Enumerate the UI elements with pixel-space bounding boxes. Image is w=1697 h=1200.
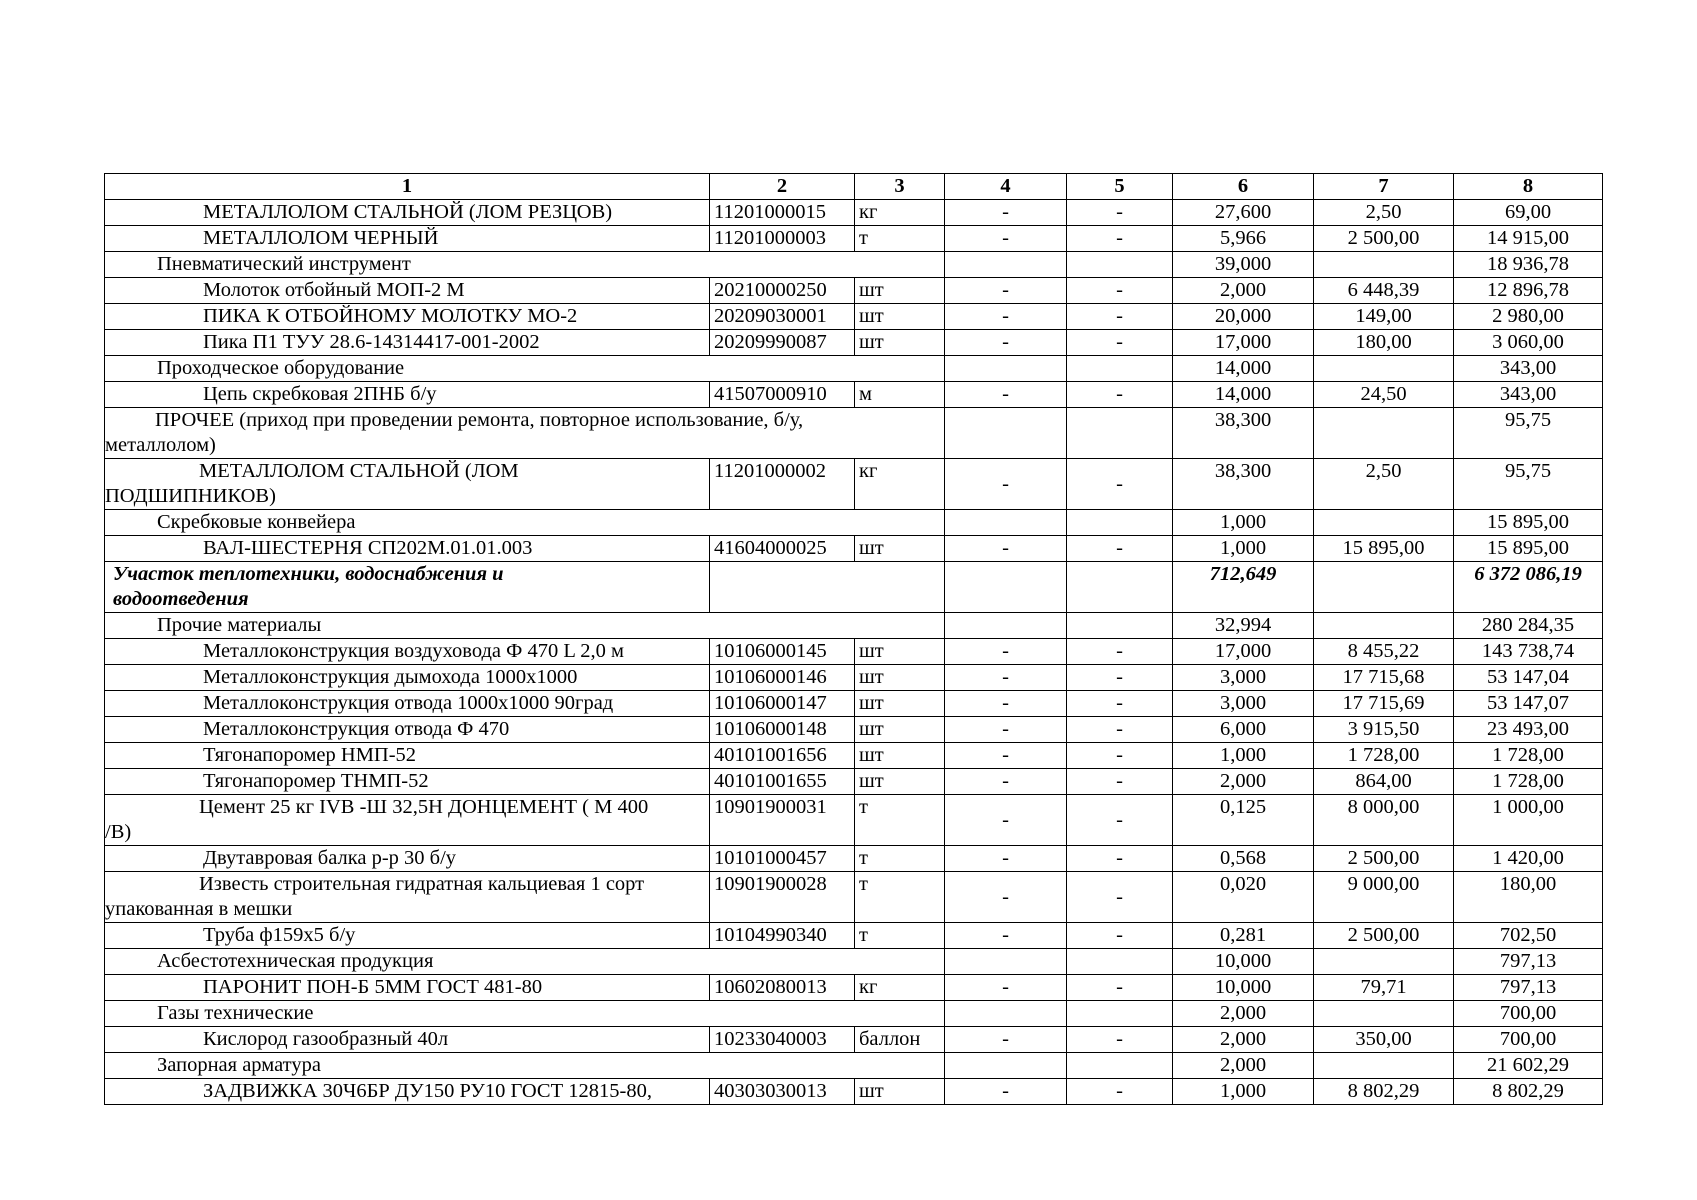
sum-cell: 21 602,29 — [1454, 1053, 1603, 1079]
qty-cell: 6,000 — [1173, 717, 1314, 743]
col4-cell: - — [945, 226, 1067, 252]
col4-cell: - — [945, 536, 1067, 562]
item-code-cell: 10106000147 — [710, 691, 855, 717]
table-row-item — [105, 743, 1603, 769]
table-row-item — [105, 1027, 1603, 1053]
empty-cell — [1067, 562, 1173, 613]
table-row-item — [105, 923, 1603, 949]
price-cell: 79,71 — [1314, 975, 1454, 1001]
sum-cell: 8 802,29 — [1454, 1079, 1603, 1105]
item-name-cell — [105, 872, 710, 923]
name-line-1: Известь строительная гидратная кальциевая 1 сорт — [199, 873, 645, 895]
item-code-cell: 11201000003 — [710, 226, 855, 252]
table-row-item — [105, 872, 1603, 923]
price-cell: 350,00 — [1314, 1027, 1454, 1053]
name-line-2: /В) — [105, 821, 132, 843]
item-unit-cell: шт — [855, 639, 945, 665]
qty-cell: 0,125 — [1173, 795, 1314, 846]
sum-cell: 700,00 — [1454, 1027, 1603, 1053]
sum-cell: 2 980,00 — [1454, 304, 1603, 330]
sum-cell: 1 000,00 — [1454, 795, 1603, 846]
item-name-cell: Двутавровая балка р-р 30 б/у — [105, 846, 710, 872]
qty-cell: 17,000 — [1173, 330, 1314, 356]
item-code-cell: 20209030001 — [710, 304, 855, 330]
sum-cell: 700,00 — [1454, 1001, 1603, 1027]
table-row-section — [105, 562, 1603, 613]
col5-cell: - — [1067, 278, 1173, 304]
item-name-cell: МЕТАЛЛОЛОМ ЧЕРНЫЙ — [105, 226, 710, 252]
empty-cell — [1067, 613, 1173, 639]
item-unit-cell: шт — [855, 717, 945, 743]
table-row-item — [105, 536, 1603, 562]
header-col-3: 3 — [855, 174, 945, 200]
table-row-item — [105, 459, 1603, 510]
price-cell: 6 448,39 — [1314, 278, 1454, 304]
qty-cell: 2,000 — [1173, 1027, 1314, 1053]
item-unit-cell: шт — [855, 304, 945, 330]
item-code-cell: 10101000457 — [710, 846, 855, 872]
table-row-item — [105, 330, 1603, 356]
item-code-cell: 20209990087 — [710, 330, 855, 356]
qty-cell: 0,568 — [1173, 846, 1314, 872]
col5-cell: - — [1067, 923, 1173, 949]
col4-cell: - — [945, 717, 1067, 743]
item-name-cell: ПИКА К ОТБОЙНОМУ МОЛОТКУ МО-2 — [105, 304, 710, 330]
sum-cell: 1 420,00 — [1454, 846, 1603, 872]
price-cell: 149,00 — [1314, 304, 1454, 330]
table-row-item — [105, 846, 1603, 872]
group-name-cell: Пневматический инструмент — [105, 252, 945, 278]
col5-cell: - — [1067, 769, 1173, 795]
qty-cell: 2,000 — [1173, 278, 1314, 304]
item-code-cell: 10106000146 — [710, 665, 855, 691]
item-name-cell: Тягонапоромер ТНМП-52 — [105, 769, 710, 795]
name-line-1: МЕТАЛЛОЛОМ СТАЛЬНОЙ (ЛОМ — [199, 460, 519, 482]
header-col-8: 8 — [1454, 174, 1603, 200]
sum-cell: 343,00 — [1454, 356, 1603, 382]
item-name-cell: Тягонапоромер НМП-52 — [105, 743, 710, 769]
sum-cell: 1 728,00 — [1454, 743, 1603, 769]
sum-cell: 18 936,78 — [1454, 252, 1603, 278]
group-name-cell — [105, 408, 945, 459]
header-col-2: 2 — [710, 174, 855, 200]
price-cell: 9 000,00 — [1314, 872, 1454, 923]
qty-cell: 2,000 — [1173, 1001, 1314, 1027]
item-name-cell: ПАРОНИТ ПОН-Б 5ММ ГОСТ 481-80 — [105, 975, 710, 1001]
item-unit-cell: м — [855, 382, 945, 408]
col4-cell: - — [945, 743, 1067, 769]
item-code-cell: 41604000025 — [710, 536, 855, 562]
table-row-item — [105, 226, 1603, 252]
item-code-cell: 10104990340 — [710, 923, 855, 949]
item-name-cell — [105, 795, 710, 846]
name-line-2: упакованная в мешки — [105, 898, 293, 920]
sum-cell: 95,75 — [1454, 459, 1603, 510]
empty-cell — [1314, 949, 1454, 975]
qty-cell: 3,000 — [1173, 665, 1314, 691]
item-name-cell: Металлоконструкция отвода Ф 470 — [105, 717, 710, 743]
col4-cell: - — [945, 200, 1067, 226]
sum-cell: 1 728,00 — [1454, 769, 1603, 795]
item-code-cell: 40303030013 — [710, 1079, 855, 1105]
sum-cell: 280 284,35 — [1454, 613, 1603, 639]
table-row-item — [105, 382, 1603, 408]
item-code-cell: 11201000015 — [710, 200, 855, 226]
table-row-item — [105, 795, 1603, 846]
empty-cell — [945, 1001, 1067, 1027]
price-cell: 2 500,00 — [1314, 226, 1454, 252]
header-col-4: 4 — [945, 174, 1067, 200]
qty-cell: 17,000 — [1173, 639, 1314, 665]
col5-cell: - — [1067, 872, 1173, 923]
price-cell: 15 895,00 — [1314, 536, 1454, 562]
col5-cell: - — [1067, 226, 1173, 252]
item-name-cell: Цепь скребковая 2ПНБ б/у — [105, 382, 710, 408]
empty-cell — [945, 949, 1067, 975]
qty-cell: 14,000 — [1173, 382, 1314, 408]
empty-cell — [1314, 562, 1454, 613]
empty-cell — [1314, 1053, 1454, 1079]
qty-cell: 10,000 — [1173, 975, 1314, 1001]
sum-cell: 15 895,00 — [1454, 536, 1603, 562]
col4-cell: - — [945, 459, 1067, 510]
table-row-item — [105, 769, 1603, 795]
item-unit-cell: кг — [855, 975, 945, 1001]
qty-cell: 2,000 — [1173, 1053, 1314, 1079]
group-name-cell: Запорная арматура — [105, 1053, 945, 1079]
qty-cell: 3,000 — [1173, 691, 1314, 717]
qty-cell: 712,649 — [1173, 562, 1314, 613]
qty-cell: 1,000 — [1173, 743, 1314, 769]
col4-cell: - — [945, 872, 1067, 923]
item-name-cell: Металлоконструкция дымохода 1000х1000 — [105, 665, 710, 691]
sum-cell: 797,13 — [1454, 949, 1603, 975]
name-line-1: Цемент 25 кг IVB -Ш 32,5Н ДОНЦЕМЕНТ ( М 400 — [199, 796, 649, 818]
item-unit-cell: шт — [855, 743, 945, 769]
col4-cell: - — [945, 330, 1067, 356]
col4-cell: - — [945, 691, 1067, 717]
sum-cell: 95,75 — [1454, 408, 1603, 459]
empty-cell — [945, 1053, 1067, 1079]
empty-cell — [1067, 949, 1173, 975]
col5-cell: - — [1067, 304, 1173, 330]
item-unit-cell: т — [855, 226, 945, 252]
col4-cell: - — [945, 278, 1067, 304]
item-name-cell: МЕТАЛЛОЛОМ СТАЛЬНОЙ (ЛОМ РЕЗЦОВ) — [105, 200, 710, 226]
table-header-row — [105, 174, 1603, 200]
price-cell: 17 715,68 — [1314, 665, 1454, 691]
col4-cell: - — [945, 846, 1067, 872]
qty-cell: 32,994 — [1173, 613, 1314, 639]
item-name-cell: ВАЛ-ШЕСТЕРНЯ СП202М.01.01.003 — [105, 536, 710, 562]
item-unit-cell: шт — [855, 769, 945, 795]
item-code-cell: 40101001655 — [710, 769, 855, 795]
col5-cell: - — [1067, 1079, 1173, 1105]
col4-cell: - — [945, 923, 1067, 949]
price-cell: 17 715,69 — [1314, 691, 1454, 717]
table-row-item — [105, 278, 1603, 304]
table-row-group — [105, 1053, 1603, 1079]
item-code-cell: 10106000148 — [710, 717, 855, 743]
item-unit-cell: шт — [855, 1079, 945, 1105]
item-code-cell: 41507000910 — [710, 382, 855, 408]
item-code-cell: 20210000250 — [710, 278, 855, 304]
qty-cell: 38,300 — [1173, 408, 1314, 459]
item-unit-cell: шт — [855, 665, 945, 691]
empty-cell — [1314, 510, 1454, 536]
empty-cell — [1067, 408, 1173, 459]
name-line-2: ПОДШИПНИКОВ) — [105, 485, 276, 507]
item-code-cell: 10602080013 — [710, 975, 855, 1001]
item-unit-cell: т — [855, 872, 945, 923]
col5-cell: - — [1067, 382, 1173, 408]
col4-cell: - — [945, 769, 1067, 795]
qty-cell: 14,000 — [1173, 356, 1314, 382]
col4-cell: - — [945, 304, 1067, 330]
materials-table — [104, 173, 1603, 1105]
item-unit-cell: шт — [855, 536, 945, 562]
table-row-item — [105, 665, 1603, 691]
qty-cell: 1,000 — [1173, 510, 1314, 536]
sum-cell: 180,00 — [1454, 872, 1603, 923]
sum-cell: 23 493,00 — [1454, 717, 1603, 743]
qty-cell: 38,300 — [1173, 459, 1314, 510]
sum-cell: 12 896,78 — [1454, 278, 1603, 304]
empty-cell — [945, 613, 1067, 639]
qty-cell: 0,281 — [1173, 923, 1314, 949]
qty-cell: 0,020 — [1173, 872, 1314, 923]
name-line-1: Участок теплотехники, водоснабжения и — [113, 563, 504, 585]
empty-cell — [945, 356, 1067, 382]
item-name-cell: Металлоконструкция отвода 1000х1000 90град — [105, 691, 710, 717]
col5-cell: - — [1067, 639, 1173, 665]
item-name-cell: Кислород газообразный 40л — [105, 1027, 710, 1053]
item-name-cell: ЗАДВИЖКА 30Ч6БР ДУ150 РУ10 ГОСТ 12815-80, — [105, 1079, 710, 1105]
col5-cell: - — [1067, 717, 1173, 743]
empty-cell — [1314, 252, 1454, 278]
table-row-item — [105, 304, 1603, 330]
col5-cell: - — [1067, 665, 1173, 691]
table-row-group — [105, 613, 1603, 639]
item-code-cell: 10106000145 — [710, 639, 855, 665]
price-cell: 2 500,00 — [1314, 923, 1454, 949]
empty-cell — [1067, 252, 1173, 278]
name-line-2: металлолом) — [105, 434, 216, 456]
table-row-group — [105, 408, 1603, 459]
empty-cell — [1314, 1001, 1454, 1027]
empty-cell — [1067, 1001, 1173, 1027]
sum-cell: 53 147,07 — [1454, 691, 1603, 717]
group-name-cell: Скребковые конвейера — [105, 510, 945, 536]
sum-cell: 702,50 — [1454, 923, 1603, 949]
price-cell: 2,50 — [1314, 459, 1454, 510]
col5-cell: - — [1067, 1027, 1173, 1053]
col4-cell: - — [945, 795, 1067, 846]
col4-cell: - — [945, 665, 1067, 691]
col5-cell: - — [1067, 975, 1173, 1001]
item-name-cell: Пика П1 ТУУ 28.6-14314417-001-2002 — [105, 330, 710, 356]
item-code-cell: 11201000002 — [710, 459, 855, 510]
sum-cell: 797,13 — [1454, 975, 1603, 1001]
price-cell: 3 915,50 — [1314, 717, 1454, 743]
sum-cell: 53 147,04 — [1454, 665, 1603, 691]
section-name-cell — [105, 562, 710, 613]
price-cell: 2,50 — [1314, 200, 1454, 226]
col5-cell: - — [1067, 330, 1173, 356]
empty-cell — [945, 252, 1067, 278]
table-row-item — [105, 200, 1603, 226]
item-name-cell — [105, 459, 710, 510]
item-unit-cell: т — [855, 795, 945, 846]
item-code-cell: 10901900031 — [710, 795, 855, 846]
group-name-cell: Прочие материалы — [105, 613, 945, 639]
table-row-group — [105, 252, 1603, 278]
sum-cell: 143 738,74 — [1454, 639, 1603, 665]
table-row-item — [105, 717, 1603, 743]
col5-cell: - — [1067, 691, 1173, 717]
price-cell: 8 455,22 — [1314, 639, 1454, 665]
header-col-6: 6 — [1173, 174, 1314, 200]
empty-cell — [1067, 510, 1173, 536]
header-col-5: 5 — [1067, 174, 1173, 200]
item-unit-cell: кг — [855, 459, 945, 510]
qty-cell: 1,000 — [1173, 1079, 1314, 1105]
item-unit-cell: кг — [855, 200, 945, 226]
price-cell: 8 000,00 — [1314, 795, 1454, 846]
item-code-cell: 10233040003 — [710, 1027, 855, 1053]
empty-cell — [945, 510, 1067, 536]
qty-cell: 5,966 — [1173, 226, 1314, 252]
group-name-cell: Проходческое оборудование — [105, 356, 945, 382]
table-row-item — [105, 1079, 1603, 1105]
item-code-cell: 10901900028 — [710, 872, 855, 923]
col5-cell: - — [1067, 743, 1173, 769]
price-cell: 1 728,00 — [1314, 743, 1454, 769]
item-unit-cell: шт — [855, 330, 945, 356]
table-row-group — [105, 510, 1603, 536]
table-row-group — [105, 1001, 1603, 1027]
table-row-item — [105, 691, 1603, 717]
name-line-2: водоотведения — [113, 588, 249, 610]
qty-cell: 2,000 — [1173, 769, 1314, 795]
item-unit-cell: т — [855, 923, 945, 949]
price-cell: 180,00 — [1314, 330, 1454, 356]
item-code-cell: 40101001656 — [710, 743, 855, 769]
col5-cell: - — [1067, 200, 1173, 226]
qty-cell: 39,000 — [1173, 252, 1314, 278]
col5-cell: - — [1067, 795, 1173, 846]
price-cell: 2 500,00 — [1314, 846, 1454, 872]
table-row-group — [105, 356, 1603, 382]
name-line-1: ПРОЧЕЕ (приход при проведении ремонта, повторное использование, б/у, — [155, 409, 804, 431]
empty-cell — [1314, 613, 1454, 639]
empty-cell — [1067, 356, 1173, 382]
sum-cell: 3 060,00 — [1454, 330, 1603, 356]
qty-cell: 27,600 — [1173, 200, 1314, 226]
item-name-cell: Труба ф159х5 б/у — [105, 923, 710, 949]
col4-cell: - — [945, 639, 1067, 665]
col5-cell: - — [1067, 536, 1173, 562]
item-unit-cell: шт — [855, 691, 945, 717]
item-unit-cell: баллон — [855, 1027, 945, 1053]
empty-cell — [1314, 356, 1454, 382]
qty-cell: 1,000 — [1173, 536, 1314, 562]
col5-cell: - — [1067, 459, 1173, 510]
sum-cell: 14 915,00 — [1454, 226, 1603, 252]
group-name-cell: Асбестотехническая продукция — [105, 949, 945, 975]
sum-cell: 15 895,00 — [1454, 510, 1603, 536]
group-name-cell: Газы технические — [105, 1001, 945, 1027]
price-cell: 24,50 — [1314, 382, 1454, 408]
table-row-item — [105, 975, 1603, 1001]
qty-cell: 10,000 — [1173, 949, 1314, 975]
item-unit-cell: шт — [855, 278, 945, 304]
qty-cell: 20,000 — [1173, 304, 1314, 330]
sum-cell: 343,00 — [1454, 382, 1603, 408]
table-row-group — [105, 949, 1603, 975]
empty-cell — [1314, 408, 1454, 459]
sum-cell: 6 372 086,19 — [1454, 562, 1603, 613]
table-row-item — [105, 639, 1603, 665]
item-name-cell: Молоток отбойный МОП-2 М — [105, 278, 710, 304]
header-col-1: 1 — [105, 174, 710, 200]
col4-cell: - — [945, 382, 1067, 408]
sum-cell: 69,00 — [1454, 200, 1603, 226]
empty-cell — [1067, 1053, 1173, 1079]
header-col-7: 7 — [1314, 174, 1454, 200]
empty-cell — [710, 562, 945, 613]
item-unit-cell: т — [855, 846, 945, 872]
item-name-cell: Металлоконструкция воздуховода Ф 470 L 2,0 м — [105, 639, 710, 665]
price-cell: 8 802,29 — [1314, 1079, 1454, 1105]
col4-cell: - — [945, 1079, 1067, 1105]
price-cell: 864,00 — [1314, 769, 1454, 795]
empty-cell — [945, 408, 1067, 459]
empty-cell — [945, 562, 1067, 613]
col4-cell: - — [945, 1027, 1067, 1053]
col5-cell: - — [1067, 846, 1173, 872]
col4-cell: - — [945, 975, 1067, 1001]
